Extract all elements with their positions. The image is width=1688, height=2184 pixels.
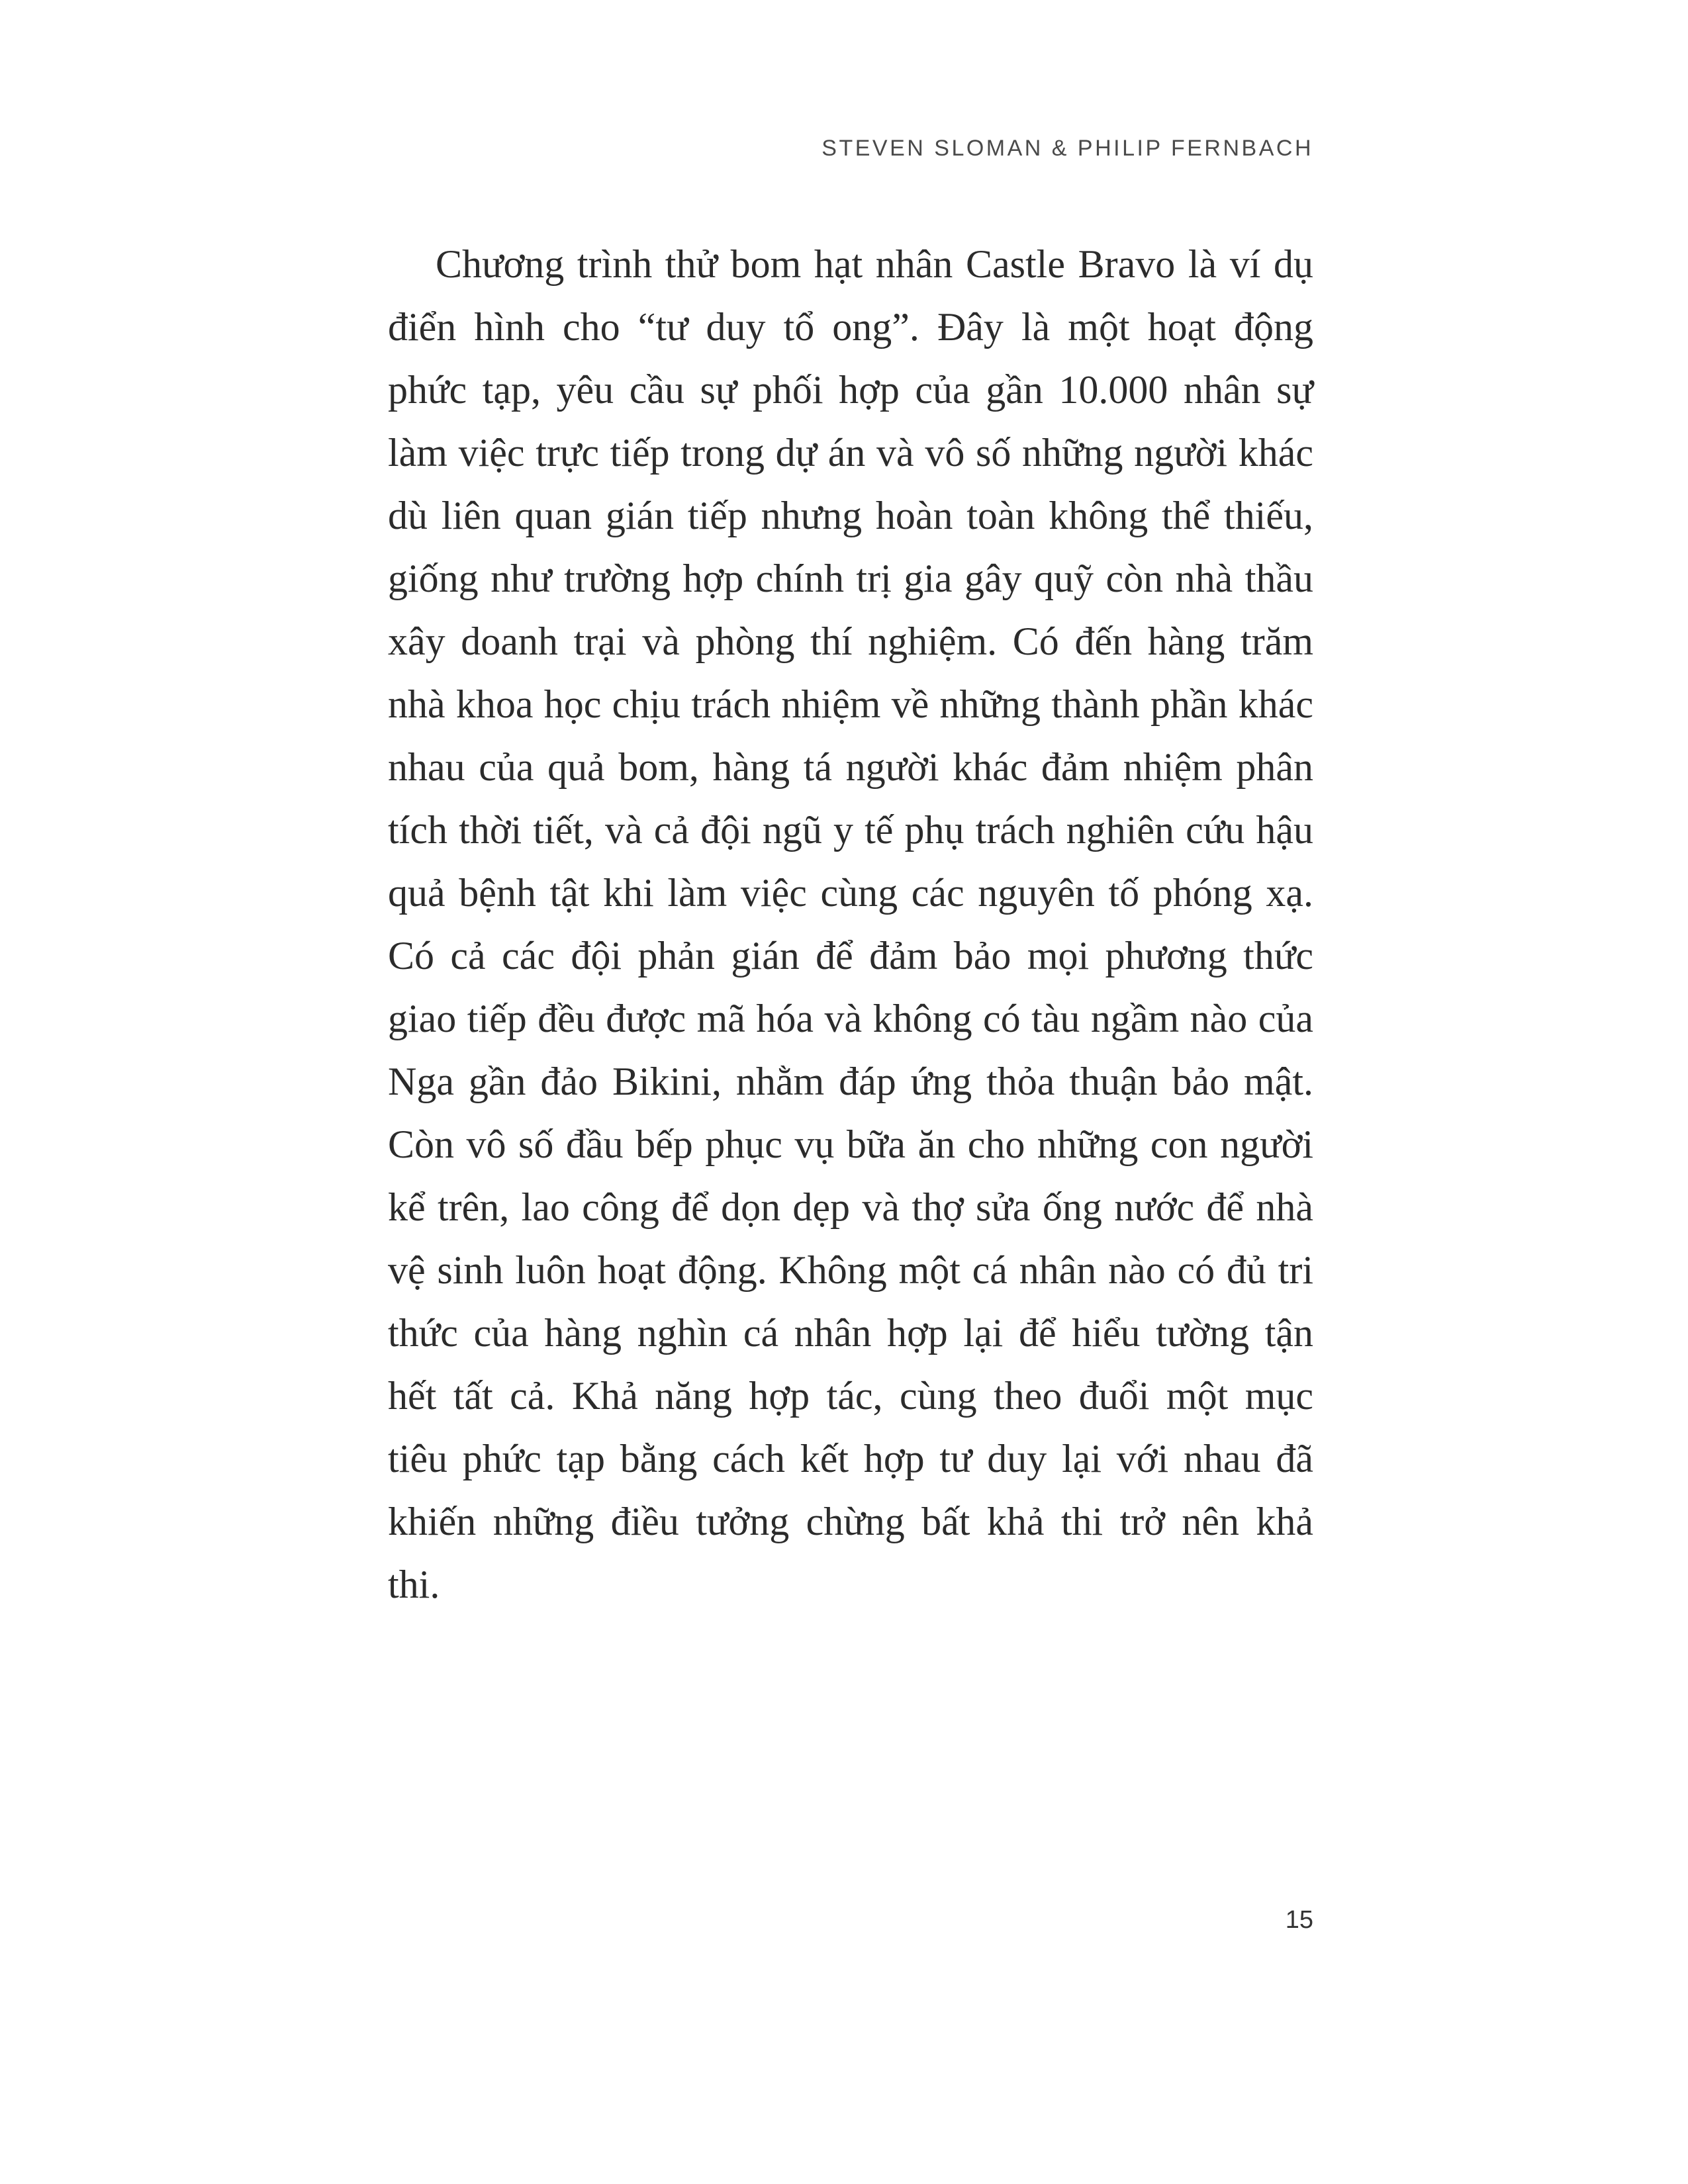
body-paragraph: Chương trình thử bom hạt nhân Castle Bravo là ví dụ điển hình cho “tư duy tổ ong”. Đây là một hoạt động phức tạp, yêu cầu sự phối hợp của gần 10.000 nhân sự làm việc trực tiếp trong dự án và vô số những người khác dù liên quan gián tiếp nhưng hoàn toàn không thể thiếu, giống như trường hợp chính trị gia gây quỹ còn nhà thầu xây doanh trại và phòng thí nghiệm. Có đến hàng trăm nhà khoa học chịu trách nhiệm về những thành phần khác nhau của quả bom, hàng tá người khác đảm nhiệm phân tích thời tiết, và cả đội ngũ y tế phụ trách nghiên cứu hậu quả bệnh tật khi làm việc cùng các nguyên tố phóng xạ. Có cả các đội phản gián để đảm bảo mọi phương thức giao tiếp đều được mã hóa và không có tàu ngầm nào của Nga gần đảo Bikini, nhằm đáp ứng thỏa thuận bảo mật. Còn vô số đầu bếp phục vụ bữa ăn cho những con người kể trên, lao công để dọn dẹp và thợ sửa ống nước để nhà vệ sinh luôn hoạt động. Không một cá nhân nào có đủ tri thức của hàng nghìn cá nhân hợp lại để hiểu tường tận hết tất cả. Khả năng hợp tác, cùng theo đuổi một mục tiêu phức tạp bằng cách kết hợp tư duy lại với nhau đã khiến những điều tưởng chừng bất khả thi trở nên khả thi.: [388, 242, 1313, 1606]
page-number: 15: [1285, 1906, 1313, 1934]
running-header-authors: STEVEN SLOMAN & PHILIP FERNBACH: [821, 136, 1313, 161]
